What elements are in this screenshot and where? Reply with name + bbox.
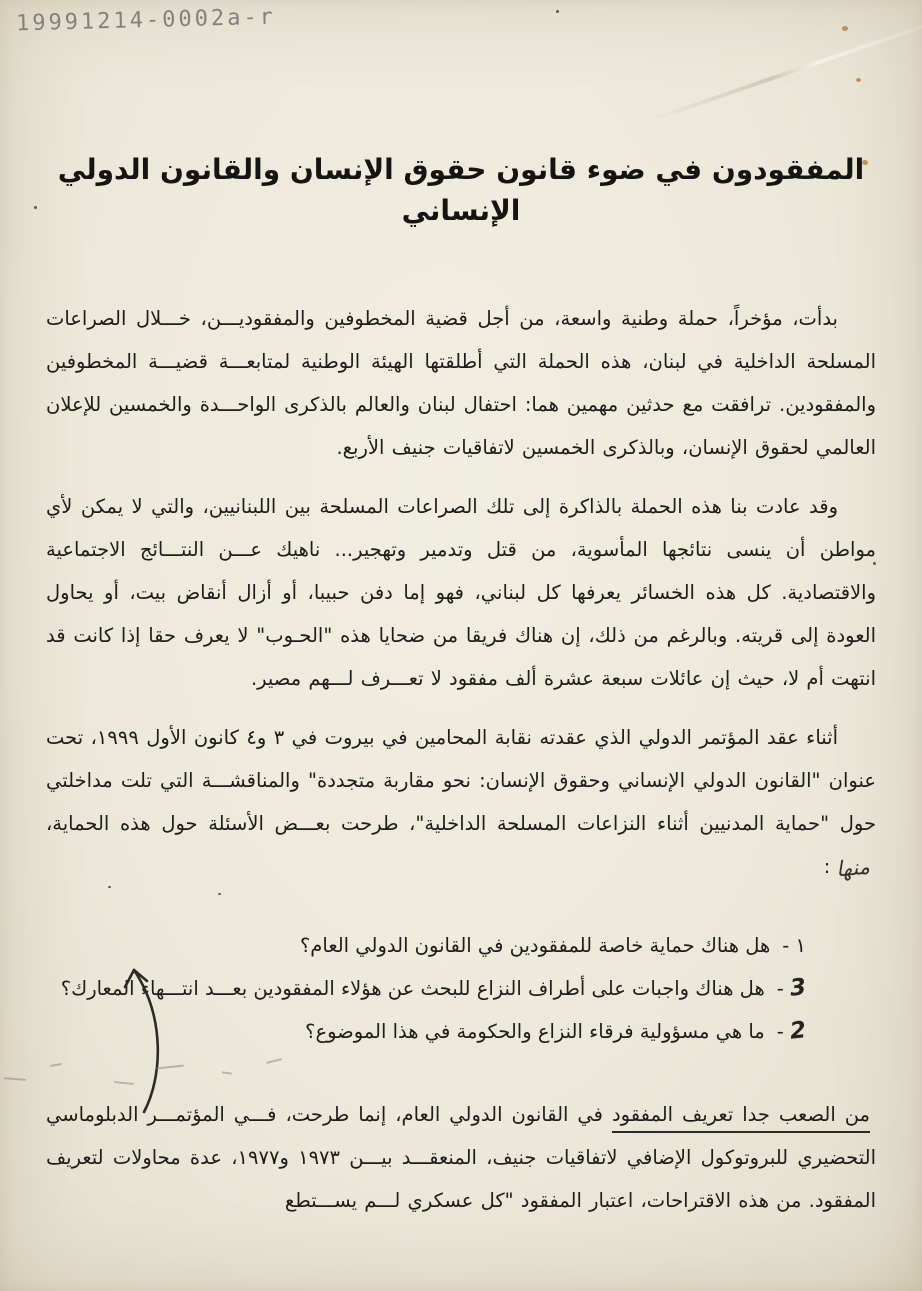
handwritten-word-minha: منها — [835, 854, 872, 882]
list-number-printed: ١ — [795, 934, 806, 958]
handwritten-swap-arrow — [110, 960, 168, 1120]
paragraph-conference-colon: : — [823, 855, 831, 879]
question-text-2: هل هناك واجبات على أطراف النزاع للبحث عن هؤلاء المفقودين بعـــد انتـــهاء المعارك؟ — [60, 977, 765, 1001]
paragraph-campaign: بدأت، مؤخراً، حملة وطنية واسعة، من أجل قضية المخطوفين والمفقوديـــن، خـــلال الصراعات المسلحة الداخلية في لبنان، هذه الحملة التي أطلقتها الهيئة الوطنية لمتابعـــة قضيـــة المخطوفين والمفقودين. ترافقت مع حدثين مهمين هما: احتفال لبنان والعالم بالذكرى الواحـــدة والخمسين للإعلان العالمي لحقوق الإنسان، وبالذكرى الخمسين لاتفاقيات جنيف الأربع. — [46, 307, 876, 460]
questions-list — [46, 924, 806, 1053]
list-marker-2 — [777, 967, 806, 1010]
question-text-3: ما هي مسؤولية فرقاء النزاع والحكومة في هذا الموضوع؟ — [305, 1020, 765, 1044]
underlined-phrase: من الصعب جدا تعريف المفقود — [612, 1103, 870, 1133]
paragraph-definition — [46, 1093, 876, 1222]
handwritten-archival-note: 19991214-0002a-r — [15, 4, 277, 37]
document-title: المفقودون في ضوء قانون حقوق الإنسان والقانون الدولي الإنساني — [57, 153, 865, 227]
paper-crease — [650, 14, 922, 122]
rust-speck — [842, 26, 848, 31]
list-marker-1 — [782, 924, 806, 967]
pencil-scribble — [222, 1072, 232, 1075]
pencil-scribble — [50, 1063, 62, 1067]
rust-speck — [856, 78, 861, 82]
paragraph-definition-rest: في القانون الدولي العام، إنما طرحت، فـــي المؤتمـــر الدبلوماسي التحضيري للبروتوكول الإضافي لاتفاقيات جنيف، المنعقـــد بيـــن ١٩٧٣ و١٩٧٧، عدة محاولات لتعريف المفقود. من هذه الاقتراحات، اعتبار المفقود "كل عسكري لـــم يســـتطع — [46, 1103, 876, 1213]
paper-speck — [556, 10, 559, 13]
document-content — [0, 150, 922, 1222]
list-dash: - — [782, 934, 790, 958]
list-dash: - — [776, 1020, 784, 1044]
question-text-1: هل هناك حماية خاصة للمفقودين في القانون الدولي العام؟ — [299, 934, 771, 958]
list-dash: - — [776, 977, 784, 1001]
paragraph-conference-text: أثناء عقد المؤتمر الدولي الذي عقدته نقابة المحامين في بيروت في ٣ و٤ كانون الأول ١٩٩٩، تحت عنوان "القانون الدولي الإنساني وحقوق الإنسان: نحو مقاربة متجددة" والمناقشـــة التي تلت مداخلتي حول "حماية المدنيين أثناء النزاعات المسلحة الداخلية"، طرحت بعـــض الأسئلة حول هذه الحماية، — [46, 726, 876, 836]
paragraph-memories: وقد عادت بنا هذه الحملة بالذاكرة إلى تلك الصراعات المسلحة بين اللبنانيين، والتي لا يمكن لأي مواطن أن ينسى نتائجها المأسوية، من قتل وتدمير وتهجير... ناهيك عـــن النتـــائج الاجتماعية والاقتصادية. كل هذه الخسائر يعرفها كل لبناني، فهو إما دفن حبيبا، أو أزال أنقاض بيت، أو يحاول العودة إلى قريته. وبالرغم من ذلك، إن هناك فريقا من ضحايا هذه "الحـوب" لا يعرف حقا إذا كانت قد انتهت أم لا، حيث إن عائلات سبعة عشرة ألف مفقود لا تعـــرف لـــهم مصير. — [46, 495, 876, 691]
paragraph-conference — [46, 716, 876, 888]
list-marker-3 — [777, 1010, 806, 1053]
handwritten-renumber-3: 3 — [788, 974, 808, 1002]
pencil-scribble — [266, 1058, 282, 1064]
pencil-scribble — [4, 1077, 26, 1081]
handwritten-renumber-2: 2 — [788, 1017, 808, 1045]
